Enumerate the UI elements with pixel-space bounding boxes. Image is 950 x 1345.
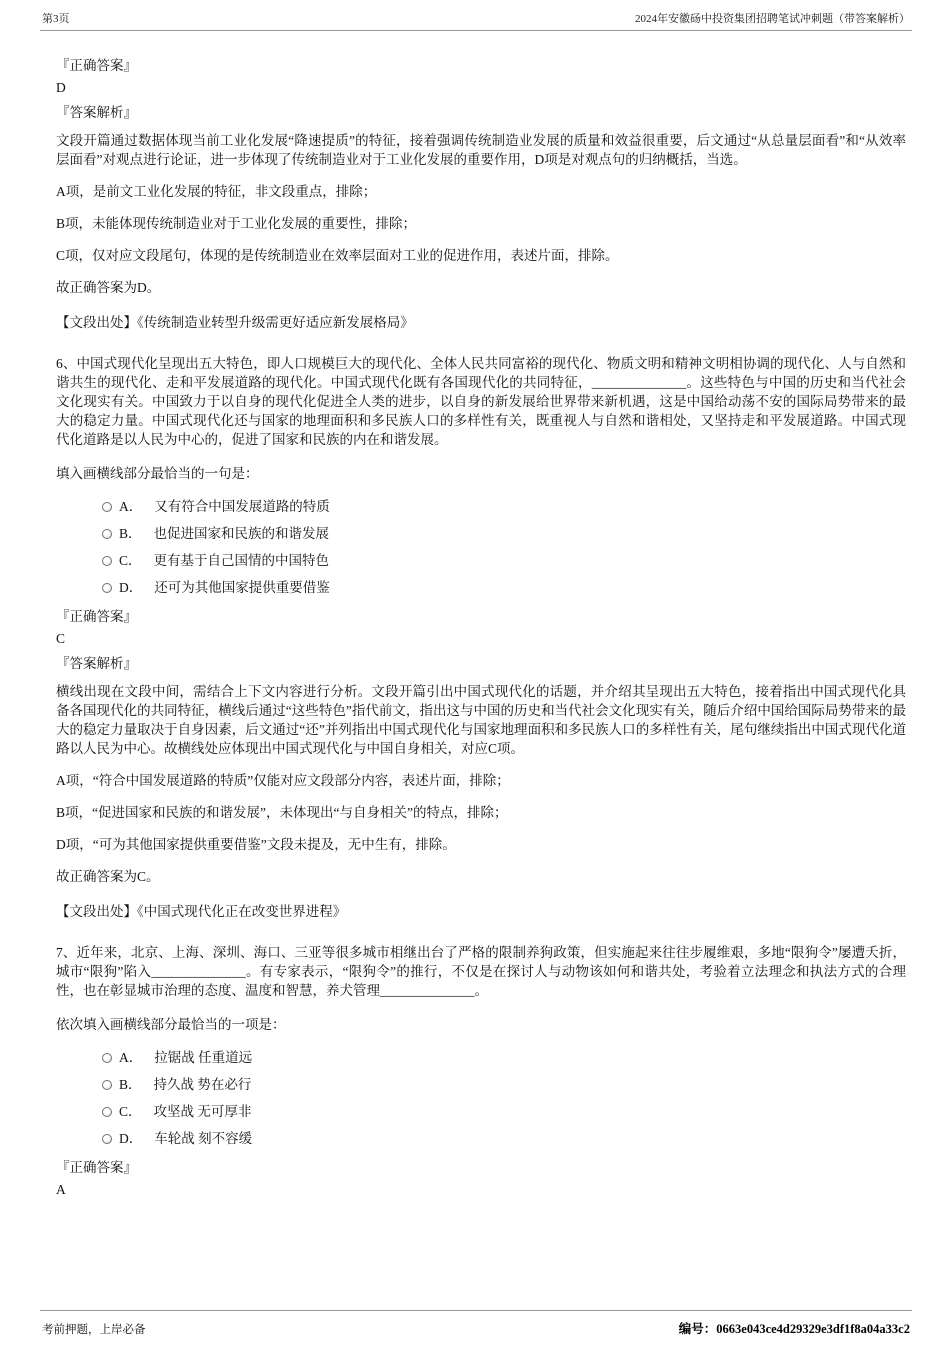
- question-6-prompt: 填入画横线部分最恰当的一句是：: [56, 466, 259, 481]
- option-letter: C．: [119, 1104, 142, 1119]
- option-row[interactable]: [102, 520, 906, 547]
- question-7-prompt: 依次填入画横线部分最恰当的一项是：: [56, 1017, 286, 1032]
- footer-slogan: 考前押题，上岸必备: [42, 1324, 146, 1336]
- option-letter: A．: [119, 499, 143, 514]
- document-flow: [56, 32, 906, 1199]
- analysis-label: 『答案解析』: [56, 105, 137, 120]
- radio-button-icon[interactable]: [102, 1080, 112, 1090]
- question-6-options: [102, 493, 906, 601]
- correct-answer-value: C: [56, 631, 66, 646]
- option-a-analysis: A项，是前文工业化发展的特征，非文段重点，排除；: [56, 184, 377, 199]
- footer-code: [679, 1319, 910, 1337]
- conclusion: 故正确答案为C。: [56, 869, 160, 884]
- document-title: 2024年安徽砀中投资集团招聘笔试冲刺题（带答案解析）: [635, 13, 910, 25]
- option-text: 拉锯战 任重道远: [154, 1050, 253, 1065]
- option-text: 持久战 势在必行: [153, 1077, 252, 1092]
- footer-code-value: 0663e043ce4d29329e3df1f8a04a33c2: [716, 1322, 910, 1336]
- correct-answer-value: A: [56, 1182, 66, 1197]
- correct-answer-label: 『正确答案』: [56, 1160, 137, 1175]
- question-6-stem: 6、中国式现代化呈现出五大特色，即人口规模巨大的现代化、全体人民共同富裕的现代化、物质文明和精神文明相协调的现代化、人与自然和谐共生的现代化、走和平发展道路的现代化。中国式现代化既有各国现代化的共同特征，______________。这些特色与中国的历史和当代社会文化现实有关。中国致力于以自身的现代化促进全人类的进步，以自身的新发展给世界带来新机遇，这是中国给动荡不安的国际局势带来的最大的稳定力量。中国式现代化还与国家的地理面积和多民族人口的多样性有关，既重视人与自然和谐相处，又坚持走和平发展道路。中国式现代化道路是以人民为中心的，促进了国家和民族的内在和谐发展。: [56, 356, 906, 447]
- option-b-analysis: B项，“促进国家和民族的和谐发展”，未体现出“与自身相关”的特点，排除；: [56, 805, 508, 820]
- question-7-stem: 7、近年来，北京、上海、深圳、海口、三亚等很多城市相继出台了严格的限制养狗政策，但实施起来往往步履维艰，多地“限狗令”屡遭夭折，城市“限狗”陷入______________。有专家表示，“限狗令”的推行，不仅是在探讨人与动物该如何和谐共处，考验着立法理念和执法方式的合理性，也在彰显城市治理的态度、温度和智慧，养犬管理______________。: [56, 945, 906, 998]
- option-letter: A．: [119, 1050, 143, 1065]
- footer-code-label: 编号：: [678, 1322, 717, 1336]
- option-text: 又有符合中国发展道路的特质: [154, 499, 330, 514]
- page-footer: [40, 1310, 912, 1337]
- page-number: 第3页: [42, 13, 70, 25]
- option-row[interactable]: [102, 1125, 906, 1152]
- option-text: 也促进国家和民族的和谐发展: [153, 526, 330, 541]
- radio-button-icon[interactable]: [102, 1053, 112, 1063]
- option-d-analysis: D项，“可为其他国家提供重要借鉴”文段未提及，无中生有，排除。: [56, 837, 456, 852]
- radio-button-icon[interactable]: [102, 529, 112, 539]
- page-header: [40, 0, 912, 31]
- analysis-label: 『答案解析』: [56, 656, 137, 671]
- correct-answer-value: D: [56, 80, 66, 95]
- question-7-options: [102, 1044, 906, 1152]
- correct-answer-label: 『正确答案』: [56, 609, 137, 624]
- option-letter: B．: [119, 526, 142, 541]
- option-row[interactable]: [102, 1044, 906, 1071]
- option-text: 还可为其他国家提供重要借鉴: [154, 580, 330, 595]
- option-row[interactable]: [102, 1071, 906, 1098]
- option-a-analysis: A项，“符合中国发展道路的特质”仅能对应文段部分内容，表述片面，排除；: [56, 773, 510, 788]
- radio-button-icon[interactable]: [102, 583, 112, 593]
- conclusion: 故正确答案为D。: [56, 280, 161, 295]
- option-text: 车轮战 刻不容缓: [154, 1131, 253, 1146]
- option-row[interactable]: [102, 1098, 906, 1125]
- option-letter: C．: [119, 553, 142, 568]
- option-b-analysis: B项，未能体现传统制造业对于工业化发展的重要性，排除；: [56, 216, 417, 231]
- source-reference: 【文段出处】《传统制造业转型升级需更好适应新发展格局》: [56, 315, 414, 330]
- option-c-analysis: C项，仅对应文段尾句，体现的是传统制造业在效率层面对工业的促进作用，表述片面，排除。: [56, 248, 619, 263]
- radio-button-icon[interactable]: [102, 502, 112, 512]
- source-reference: 【文段出处】《中国式现代化正在改变世界进程》: [56, 904, 347, 919]
- analysis-paragraph: 文段开篇通过数据体现当前工业化发展“降速提质”的特征，接着强调传统制造业发展的质量和效益很重要，后文通过“从总量层面看”和“从效率层面看”对观点进行论证，进一步体现了传统制造业对于工业化发展的重要作用，D项是对观点句的归纳概括，当选。: [56, 133, 906, 167]
- option-letter: D．: [119, 1131, 143, 1146]
- option-text: 更有基于自己国情的中国特色: [153, 553, 330, 568]
- radio-button-icon[interactable]: [102, 556, 112, 566]
- analysis-paragraph: 横线出现在文段中间，需结合上下文内容进行分析。文段开篇引出中国式现代化的话题，并介绍其呈现出五大特色，接着指出中国式现代化具备各国现代化的共同特征，横线后通过“这些特色”指代前文，指出这与中国的历史和当代社会文化现实有关，随后介绍中国给国际局势带来的最大的稳定力量取决于自身因素，后文通过“还”并列指出中国式现代化与国家地理面积和多民族人口的多样性有关，尾句继续指出中国式现代化道路以人民为中心。故横线处应体现出中国式现代化与中国自身相关，对应C项。: [56, 684, 906, 756]
- option-row[interactable]: [102, 574, 906, 601]
- option-letter: B．: [119, 1077, 142, 1092]
- option-text: 攻坚战 无可厚非: [153, 1104, 252, 1119]
- radio-button-icon[interactable]: [102, 1134, 112, 1144]
- correct-answer-label: 『正确答案』: [56, 58, 137, 73]
- option-row[interactable]: [102, 493, 906, 520]
- option-row[interactable]: [102, 547, 906, 574]
- radio-button-icon[interactable]: [102, 1107, 112, 1117]
- option-letter: D．: [119, 580, 143, 595]
